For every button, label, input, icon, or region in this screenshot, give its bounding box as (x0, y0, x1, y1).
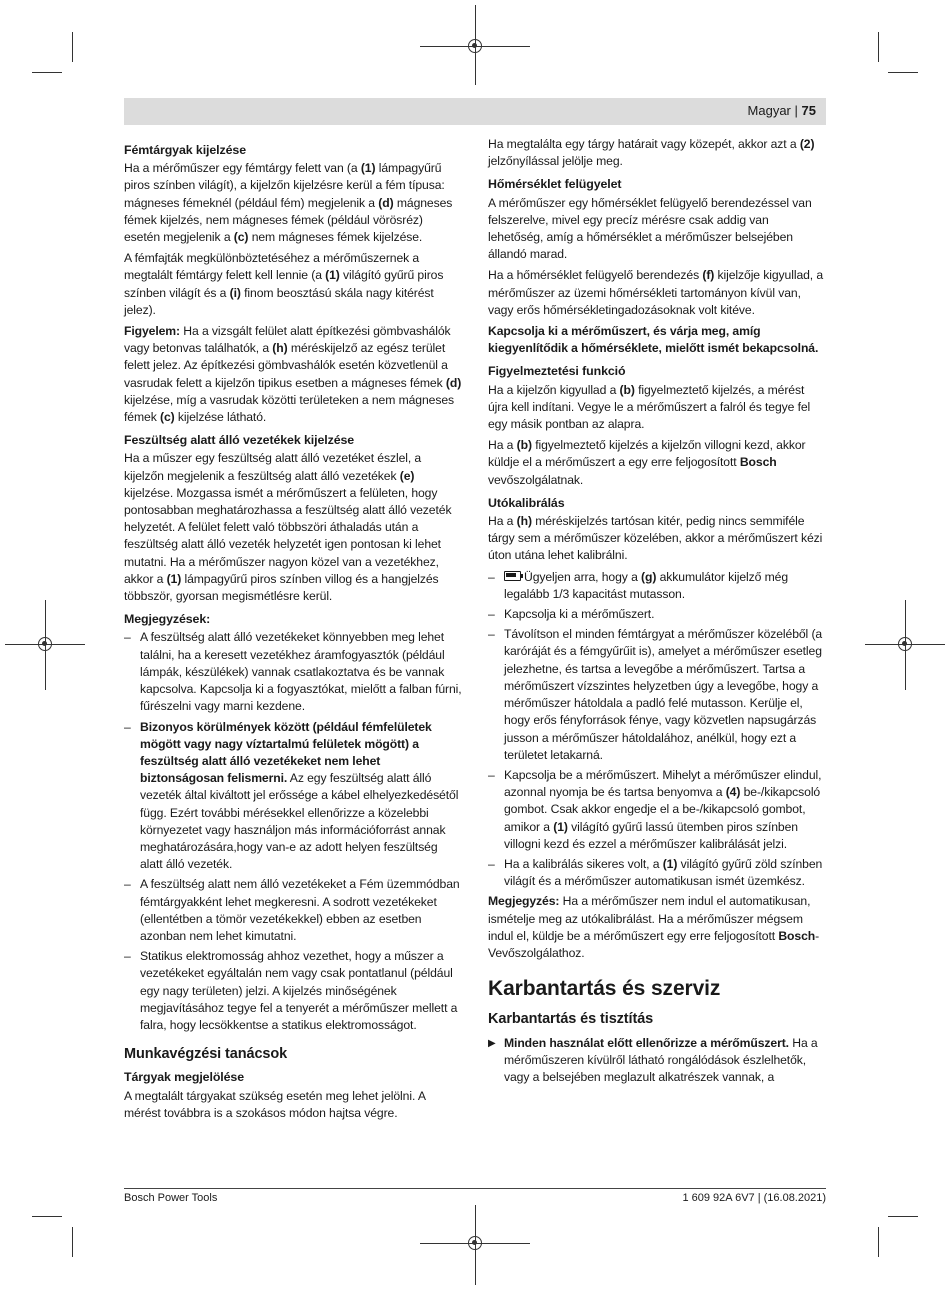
list-item: – Kapcsolja ki a mérőműszert. (488, 606, 826, 623)
crop-mark (72, 32, 73, 62)
page-header-text (748, 103, 816, 118)
paragraph: Ha a mérőműszer egy fémtárgy felett van (a (1) lámpagyűrű piros színben világít), a kijelzőn kijelzésre kerül a fém típusa: mágneses fémeknél (például fém) megjelenik a (d) mágneses fémek kijelzés, nem mágneses fémek (például vörösréz) esetén megjelenik a (c) nem mágneses fémek kijelzése. (124, 161, 453, 245)
paragraph: Ha a műszer egy feszültség alatt álló vezetéket észlel, a kijelzőn megjelenik a feszültség alatt álló vezetékek (e) kijelzése. Mozgassa ismét a mérőműszert a felületen, hogy pontosabban meghatározhassa a feszültség alatt álló vezeték helyzetét. A felület felett való többszöri áthaladás után a feszültség alatt álló vezeték helyzetét igen pontosan ki lehet mutatni. Ha a mérőműszer nagyon közel van a vezetékhez, akkor a (1) lámpagyűrű piros színben villog és a hangjelzés többször, gyorsan megismétlésre kerül. (124, 451, 452, 604)
footer-doc-code: 1 609 92A 6V7 | (16.08.2021) (682, 1192, 826, 1204)
header-language: Magyar (747, 103, 791, 118)
paragraph: A megtalált tárgyakat szükség esetén meg lehet jelölni. A mérést továbbra is a szokásos módon hajtsa végre. (124, 1088, 426, 1120)
list-item: – A feszültség alatt álló vezetékeket könnyebben meg lehet találni, ha a keresett vezetékhez áramfogyasztók (például lámpák, készülékek) vannak csatlakoztatva és be vannak kapcsolva. Kapcsolja ki a fogyasztókat, mielőtt a falban fúrni, fűrészelni vagy marni kezdene. (124, 629, 462, 715)
crop-mark (32, 72, 62, 73)
list-item: – Kapcsolja be a mérőműszert. Mihelyt a mérőműszer elindul, azonnal nyomja be és tartsa benyomva a (4) be-/kikapcsoló gombot. Csak akkor engedje el a be-/kikapcsoló gombot, amikor a (1) világító gyűrű lassú ütemben piros színben villogni kezd és ezzel a mérőműszer kalibrálását jelzi. (488, 767, 826, 853)
crop-mark (878, 1227, 879, 1257)
list-item: – Statikus elektromosság ahhoz vezethet, hogy a műszer a vezetékeket egyáltalán nem vagy csak pontatlanul (például egy nagy területen) jelzi. A kijelzés minőségének megjavításához tegye fel a tenyerét a mérőműszer mellett a falra, hogy lecsökkentse a statikus elektromosságot. (124, 948, 462, 1034)
list-item: – Távolítson el minden fémtárgyat a mérőműszer közeléből (a karóráját és a fémgyűrűit is), amelyet a mérőműszer esetleg jelezhetne, és tartsa a levegőbe a mérőműszert. Tartsa a mérőműszert vízszintes helyzetben úgy a levegőbe, hogy a mérőműszer hátoldala a padló felé mutasson. Kerülje el, hogy erős fényforrások fénye, vagy közvetlen napsugárzás jusson a mérőműszer hátoldalához, anélkül, hogy ezt a területet letakarná. (488, 626, 826, 764)
paragraph: A fémfajták megkülönböztetéséhez a mérőműszernek a megtalált fémtárgy felett kell lennie (a (1) világító gyűrű piros színben világít és a (i) finom beosztású skála nagy kitérést jelez). (124, 251, 444, 317)
paragraph: A mérőműszer egy hőmérséklet felügyelő berendezéssel van felszerelve, mivel egy precíz mérésre csak addig van lehetőség, amíg a hőmérséklet a mérőműszer belsejében állandó marad. (488, 195, 812, 262)
registration-mark-icon (38, 637, 52, 651)
list-item: – Bizonyos körülmények között (például fémfelületek mögött vagy nagy víztartalmú felületek mögött) a feszültség alatt álló vezetékeket nem lehet biztonságosan felismerni. Az egy feszültség alatt álló vezeték által kiváltott jel erőssége a kábel elhelyezkedésétől függ. Ezért további mérésekkel ellenőrizze a közelebbi környezetet vagy használjon más információforrást annak meghatározására,hogy van-e az adott helyen feszültség alatt álló vezeték. (124, 719, 462, 874)
paragraph-heading: Hőmérséklet felügyelet (488, 177, 622, 192)
right-column (488, 136, 826, 1089)
list-item: ▶ Minden használat előtt ellenőrizze a mérőműszert. Ha a mérőműszeren kívülről látható rongálódások észlelhetők, vagy a belsejében meglazult alkatrészek vannak, a (488, 1035, 826, 1087)
battery-icon (504, 571, 521, 581)
header-separator: | (794, 103, 798, 118)
paragraph-heading: Tárgyak megjelölése (124, 1070, 245, 1085)
paragraph: Figyelem: Ha a vizsgált felület alatt építkezési gömbvashálók vagy betonvas találhatók, a (h) méréskijelző az egész terület felett jelez. Az építkezési gömbvashálók esetén közvetlenül a vasrudak felett a kijelzőn tipikus esetben a mágneses fémek (d) kijelzése, míg a vasrudak közötti területeken a nem mágneses fémek (c) kijelzése látható. (124, 324, 462, 425)
bullet-list (124, 629, 462, 1034)
paragraph: Ha a kijelzőn kigyullad a (b) figyelmeztető kijelzés, a mérést újra kell indítani. Vegye le a mérőműszert a falról és tegye fel egy másik pontban az alapra. (488, 382, 811, 432)
list-item: – Ügyeljen arra, hogy a (g) akkumulátor kijelző még legalább 1/3 kapacitást mutasson. (488, 569, 826, 603)
paragraph: Kapcsolja ki a mérőműszert, és várja meg, amíg kiegyenlítődik a hőmérséklete, mielőtt ismét bekapcsolná. (488, 324, 819, 356)
paragraph: Ha a hőmérséklet felügyelő berendezés (f) kijelzője kigyullad, a mérőműszer az üzemi hőmérsékleti tartományon kívül van, vagy erős hőmérsékletingadozásoknak volt kitéve. (488, 268, 824, 317)
bullet-list (488, 569, 826, 891)
subsection-heading: Karbantartás és tisztítás (488, 1011, 654, 1028)
paragraph: Ha megtalálta egy tárgy határait vagy közepét, akkor azt a (2) jelzőnyílással jelölje meg. (488, 137, 815, 169)
subsection-heading: Munkavégzési tanácsok (124, 1046, 288, 1063)
crop-mark (72, 1227, 73, 1257)
paragraph-heading: Megjegyzések: (124, 612, 211, 627)
registration-mark-icon (898, 637, 912, 651)
crop-mark (888, 72, 918, 73)
section-heading: Karbantartás és szerviz (488, 977, 721, 1001)
paragraph: Megjegyzés: Ha a mérőműszer nem indul el automatikusan, ismételje meg az utókalibrálást. Ha a mérőműszer mégsem indul el, küldje be a mérőműszert egy erre feljogosított Bosch-Vevőszolgálathoz. (488, 894, 820, 960)
paragraph-heading: Feszültség alatt álló vezetékek kijelzése (124, 433, 355, 448)
list-item: – A feszültség alatt nem álló vezetékeket a Fém üzemmódban fémtárgyakként lehet megkeresni. A sodrott vezetékeket (ellentétben a tömör vezetékekkel) ebben az esetben azonban nem lehet kimutatni. (124, 876, 462, 945)
paragraph: Ha a (h) méréskijelzés tartósan kitér, pedig nincs semmiféle tárgy sem a mérőműszer közelében, akkor a mérőműszert kézi úton utána lehet kalibrálni. (488, 514, 823, 563)
crop-mark (888, 1216, 918, 1217)
list-item: – Ha a kalibrálás sikeres volt, a (1) világító gyűrű zöld színben világít és a mérőműszer automatikusan ismét üzemkész. (488, 856, 826, 890)
crop-mark (878, 32, 879, 62)
crop-mark (32, 1216, 62, 1217)
page-header (124, 98, 826, 125)
footer-publisher: Bosch Power Tools (124, 1192, 218, 1204)
paragraph-heading: Utókalibrálás (488, 495, 565, 510)
bullet-list (488, 1035, 826, 1087)
paragraph-heading: Fémtárgyak kijelzése (124, 143, 246, 157)
left-column (124, 136, 462, 1126)
footer-rule (124, 1188, 826, 1189)
paragraph-heading: Figyelmeztetési funkció (488, 364, 626, 379)
registration-mark-icon (468, 1236, 482, 1250)
page-number: 75 (801, 103, 816, 118)
registration-mark-icon (468, 39, 482, 53)
paragraph: Ha a (b) figyelmeztető kijelzés a kijelzőn villogni kezd, akkor küldje el a mérőműszert a egy erre feljogosított Bosch vevőszolgálatnak. (488, 438, 806, 487)
